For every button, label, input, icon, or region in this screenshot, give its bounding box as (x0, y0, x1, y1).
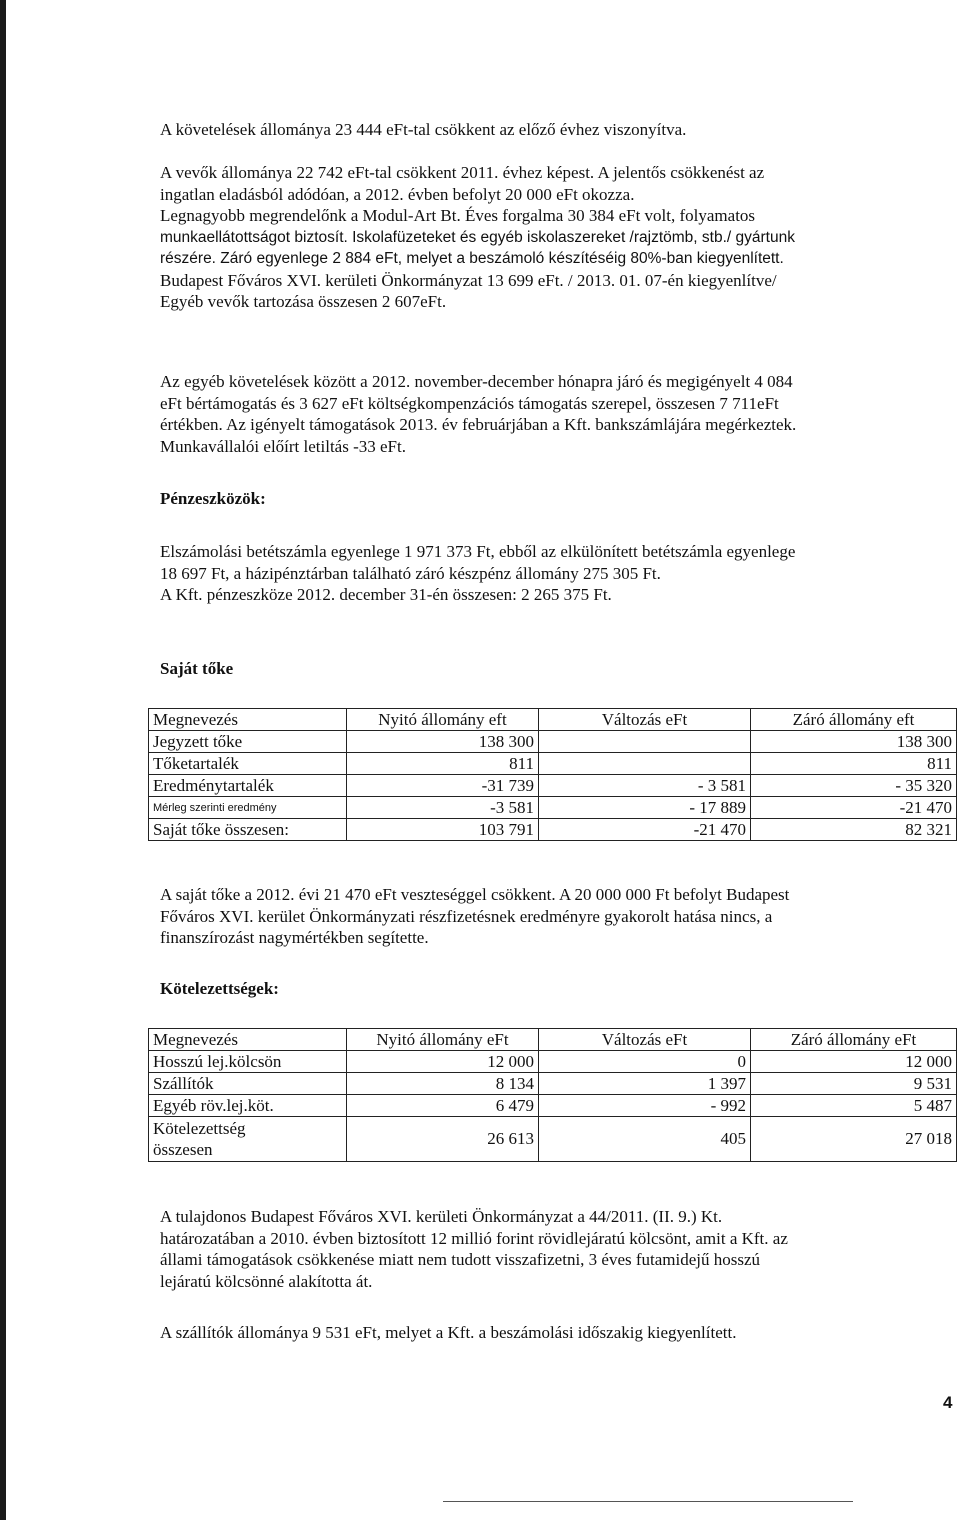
table-total-row (149, 819, 957, 841)
table-row (149, 797, 957, 819)
opening-cell: 811 (347, 753, 539, 775)
equity-heading: Saját tőke (160, 659, 234, 678)
closing-cell: 138 300 (751, 731, 957, 753)
header-cell: Nyitó állomány eft (347, 709, 539, 731)
row-label: Eredménytartalék (149, 775, 347, 797)
table-row (149, 731, 957, 753)
text-line: értékben. Az igényelt támogatások 2013. év februárjában a Kft. bankszámlájára megérkeztek. (160, 415, 797, 434)
table-total-row (149, 1117, 957, 1162)
text-line: lejáratú kölcsönné alakította át. (160, 1271, 373, 1291)
scan-left-edge (0, 0, 6, 1520)
text-line: eFt bértámogatás és 3 627 eFt költségkompenzációs támogatás szerepel, összesen 7 711eFt (160, 393, 779, 413)
text-line: részére. Záró egyenlege 2 884 eFt, melyet a beszámoló készítéséig 80%-ban kiegyenlített. (160, 250, 784, 267)
change-cell (539, 731, 751, 753)
header-cell: Záró állomány eft (751, 709, 957, 731)
change-cell: 405 (539, 1117, 751, 1162)
text-line: A szállítók állománya 9 531 eFt, melyet a Kft. a beszámolási időszakig kiegyenlített. (160, 1323, 737, 1342)
text-line: Elszámolási betétszámla egyenlege 1 971 373 Ft, ebből az elkülönített betétszámla egyenlege (160, 542, 796, 561)
row-label: Mérleg szerinti eredmény (149, 797, 347, 819)
closing-cell: 811 (751, 753, 957, 775)
table-row (149, 775, 957, 797)
closing-cell: 5 487 (751, 1095, 957, 1117)
change-cell: - 992 (539, 1095, 751, 1117)
text-line: Egyéb vevők tartozása összesen 2 607eFt. (160, 292, 447, 311)
text-line: munkaellátottságot biztosít. Iskolafüzeteket és egyéb iskolaszereket /rajztömb, stb./ gyártunk (160, 228, 795, 246)
closing-cell: 9 531 (751, 1073, 957, 1095)
receivables-summary (160, 119, 955, 141)
table-header-row (149, 709, 957, 731)
change-cell: -21 470 (539, 819, 751, 841)
opening-cell: 12 000 (347, 1051, 539, 1073)
header-cell: Változás eFt (539, 709, 751, 731)
text-line: Munkavállalói előírt letiltás -33 eFt. (160, 436, 406, 456)
change-cell: - 3 581 (539, 775, 751, 797)
liabilities-heading: Kötelezettségek: (160, 979, 279, 998)
closing-cell: 27 018 (751, 1117, 957, 1162)
closing-cell: - 35 320 (751, 775, 957, 797)
text-line: Az egyéb követelések között a 2012. november-december hónapra járó és megigényelt 4 084 (160, 372, 793, 391)
change-cell: 0 (539, 1051, 751, 1073)
suppliers-note (160, 1322, 955, 1344)
table-row (149, 1073, 957, 1095)
table-row (149, 753, 957, 775)
total-label-line: összesen (153, 1140, 213, 1159)
equity-note (160, 884, 955, 949)
text-line: A saját tőke a 2012. évi 21 470 eFt veszteséggel csökkent. A 20 000 000 Ft befolyt Budapest (160, 885, 790, 904)
text-line: finanszírozást nagymértékben segítette. (160, 928, 429, 947)
header-cell: Záró állomány eFt (751, 1029, 957, 1051)
table-row (149, 1051, 957, 1073)
header-cell: Megnevezés (149, 1029, 347, 1051)
opening-cell: 8 134 (347, 1073, 539, 1095)
header-cell: Megnevezés (149, 709, 347, 731)
change-cell: - 17 889 (539, 797, 751, 819)
row-label: Szállítók (149, 1073, 347, 1095)
total-label-line: Kötelezettség (153, 1119, 246, 1138)
change-cell: 1 397 (539, 1073, 751, 1095)
text-line: 18 697 Ft, a házipénztárban található záró készpénz állomány 275 305 Ft. (160, 563, 661, 583)
opening-cell: 138 300 (347, 731, 539, 753)
change-cell (539, 753, 751, 775)
row-label: Saját tőke összesen: (149, 819, 347, 841)
text-line: ingatlan eladásból adódóan, a 2012. évben befolyt 20 000 eFt okozza. (160, 184, 635, 204)
closing-cell: 12 000 (751, 1051, 957, 1073)
row-label (149, 1117, 347, 1162)
row-label: Tőketartalék (149, 753, 347, 775)
closing-cell: -21 470 (751, 797, 957, 819)
cash-heading: Pénzeszközök: (160, 489, 266, 508)
table-header-row (149, 1029, 957, 1051)
text-line: A vevők állománya 22 742 eFt-tal csökkent 2011. évhez képest. A jelentős csökkenést az (160, 163, 765, 182)
opening-cell: 6 479 (347, 1095, 539, 1117)
liabilities-table (148, 1028, 957, 1162)
customers-paragraph (160, 162, 955, 313)
text-line: A Kft. pénzeszköze 2012. december 31-én összesen: 2 265 375 Ft. (160, 585, 612, 604)
text-line: határozatában a 2010. évben biztosított 12 millió forint rövidlejáratú kölcsönt, amit a Kft. az (160, 1228, 788, 1248)
text-line: A tulajdonos Budapest Főváros XVI. kerületi Önkormányzat a 44/2011. (II. 9.) Kt. (160, 1207, 723, 1226)
page-number: 4 (943, 1393, 953, 1412)
text-line: Legnagyobb megrendelőnk a Modul-Art Bt. Éves forgalma 30 384 eFt volt, folyamatos (160, 206, 756, 225)
row-label: Egyéb röv.lej.köt. (149, 1095, 347, 1117)
opening-cell: -31 739 (347, 775, 539, 797)
footer-rule (443, 1501, 853, 1502)
table-row (149, 1095, 957, 1117)
equity-table (148, 708, 957, 841)
opening-cell: 26 613 (347, 1117, 539, 1162)
text-line: Budapest Főváros XVI. kerületi Önkormányzat 13 699 eFt. / 2013. 01. 07-én kiegyenlítve/ (160, 270, 777, 290)
text-line: állami támogatások csökkenése miatt nem tudott visszafizetni, 3 éves futamidejű hosszú (160, 1250, 761, 1269)
text-line: A követelések állománya 23 444 eFt-tal csökkent az előző évhez viszonyítva. (160, 120, 687, 139)
header-cell: Nyitó állomány eFt (347, 1029, 539, 1051)
row-label: Hosszú lej.kölcsön (149, 1051, 347, 1073)
opening-cell: -3 581 (347, 797, 539, 819)
opening-cell: 103 791 (347, 819, 539, 841)
liabilities-note (160, 1206, 955, 1292)
text-line: Főváros XVI. kerület Önkormányzati részfizetésnek eredményre gyakorolt hatása nincs, a (160, 906, 773, 926)
header-cell: Változás eFt (539, 1029, 751, 1051)
other-receivables-paragraph (160, 371, 955, 457)
closing-cell: 82 321 (751, 819, 957, 841)
cash-paragraph (160, 541, 955, 606)
row-label: Jegyzett tőke (149, 731, 347, 753)
